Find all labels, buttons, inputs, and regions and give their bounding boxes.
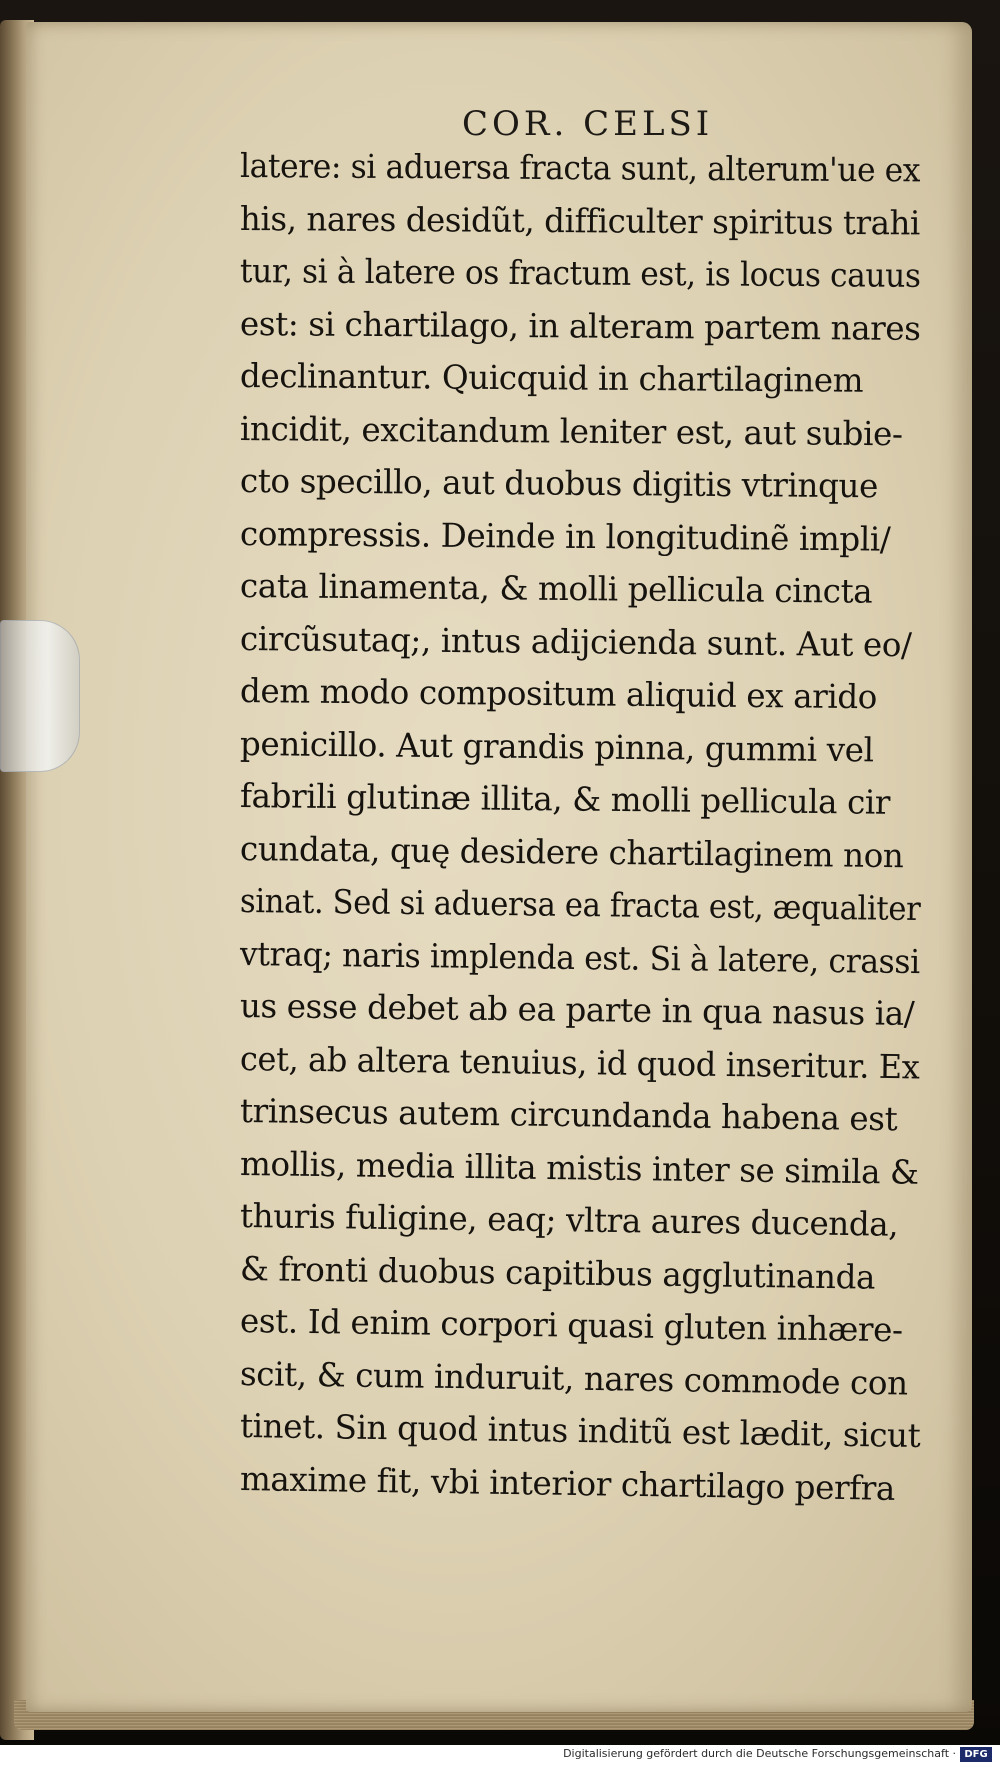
text-line: est: si chartilago, in alteram partem nares: [239, 303, 921, 348]
text-line: cata linamenta, & molli pellicula cincta: [239, 566, 873, 611]
text-line: est. Id enim corpori quasi gluten inhære-: [239, 1301, 903, 1350]
text-block: [239, 140, 930, 1508]
text-line: penicillo. Aut grandis pinna, gummi vel: [239, 723, 874, 769]
text-line: fabrili glutinæ illita, & molli pellicula cir: [239, 776, 891, 822]
text-line: incidit, excitandum leniter est, aut subie-: [239, 408, 903, 453]
text-line: cundata, quę desidere chartilaginem non: [239, 828, 904, 875]
text-line: cet, ab altera tenuius, id quod inseritur. Ex: [239, 1038, 920, 1086]
text-line: compressis. Deinde in longitudinẽ impli/: [239, 513, 891, 559]
text-line: tur, si à latere os fractum est, is locus cauus: [239, 251, 921, 295]
text-line: & fronti duobus capitibus agglutinanda: [239, 1248, 876, 1297]
text-line: sinat. Sed si aduersa ea fracta est, æqualiter: [239, 881, 921, 929]
text-line: cto specillo, aut duobus digitis vtrinque: [239, 461, 879, 506]
text-line: trinsecus autem circundanda habena est: [239, 1091, 898, 1139]
text-line: mollis, media illita mistis inter se simila &: [239, 1143, 919, 1192]
text-line: his, nares desidũt, difficulter spiritus trahi: [239, 198, 921, 242]
text-line: latere: si aduersa fracta sunt, alterum'ue ex: [239, 146, 921, 190]
text-line: circũsutaq;, intus adijcienda sunt. Aut eo/: [239, 618, 912, 664]
text-line: scit, & cum induruit, nares commode con: [239, 1353, 908, 1403]
footer-credit: Digitalisierung gefördert durch die Deutsche Forschungsgemeinschaft ·: [563, 1747, 956, 1760]
running-header: COR. CELSI: [462, 104, 714, 144]
dfg-logo: DFG: [960, 1747, 992, 1762]
text-line: tinet. Sin quod intus inditũ est lædit, sicut: [239, 1406, 921, 1455]
text-line: maxime fit, vbi interior chartilago perfra: [239, 1458, 896, 1508]
text-line: dem modo compositum aliquid ex arido: [239, 671, 878, 717]
page-clip: [0, 620, 80, 772]
text-line: us esse debet ab ea parte in qua nasus ia/: [239, 986, 915, 1033]
text-line: thuris fuligine, eaq; vltra aures ducenda,: [239, 1196, 899, 1244]
text-line: vtraq; naris implenda est. Si à latere, crassi: [239, 933, 921, 981]
text-line: declinantur. Quicquid in chartilaginem: [239, 356, 864, 400]
